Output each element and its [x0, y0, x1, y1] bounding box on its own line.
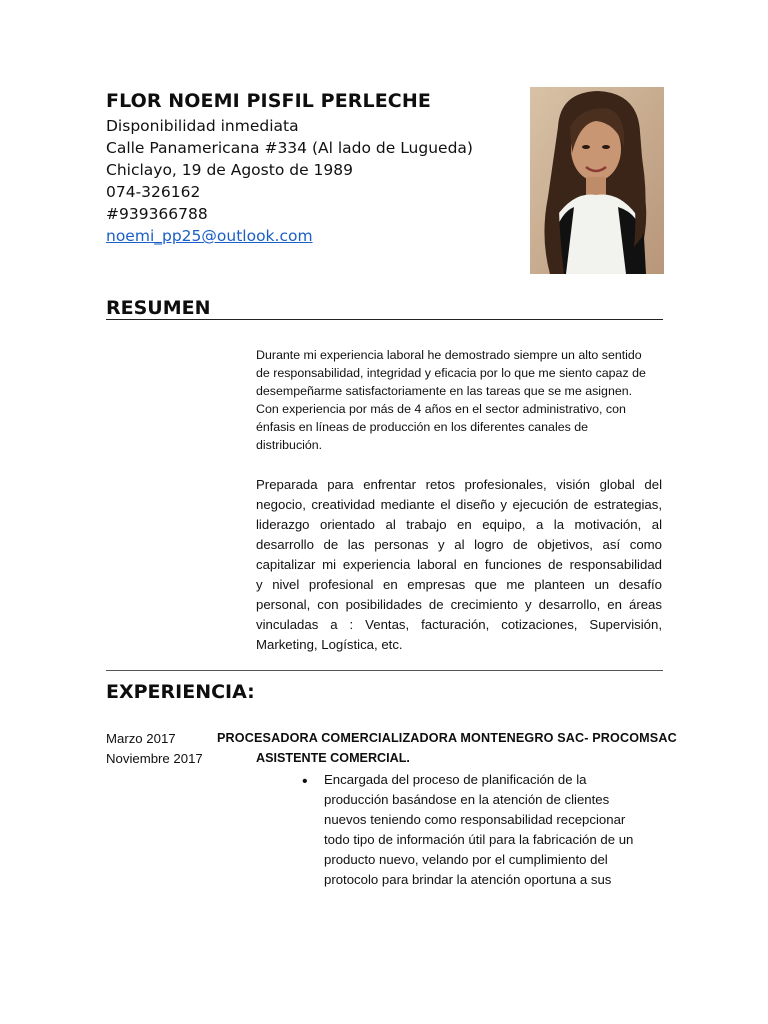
mobile-text: #939366788 [106, 205, 208, 223]
text-line: Marketing, Logística, etc. [256, 637, 403, 652]
text-line: nuevos teniendo como responsabilidad recepcionar [324, 812, 626, 827]
text-line: producto nuevo, velando por el cumplimiento del [324, 852, 608, 867]
text-line: protocolo para brindar la atención oportuna a sus [324, 872, 612, 887]
bullet-dot-icon: • [302, 773, 308, 790]
job-company: PROCESADORA COMERCIALIZADORA MONTENEGRO SAC- PROCOMSAC [217, 731, 677, 745]
text-line: todo tipo de información útil para la fabricación de un [324, 832, 634, 847]
text-line: personal, con posibilidades de crecimiento y desarrollo, en áreas [256, 597, 662, 612]
job-bullet [324, 770, 664, 890]
address-text: Calle Panamericana #334 (Al lado de Lugueda) [106, 139, 473, 157]
profile-photo [530, 87, 664, 274]
text-line: capitalizar mi experiencia laboral en funciones de responsabilidad [256, 557, 662, 572]
text-line: énfasis en líneas de producción en los diferentes canales de [256, 420, 589, 434]
experiencia-heading: EXPERIENCIA: [106, 681, 255, 703]
text-line: vinculadas a : Ventas, facturación, cotizaciones, Supervisión, [256, 617, 662, 632]
text-line: y nivel profesional en empresas que me planteen un desafío [256, 577, 662, 592]
availability-text: Disponibilidad inmediata [106, 117, 299, 135]
job-role: ASISTENTE COMERCIAL. [256, 751, 410, 765]
email-link[interactable]: noemi_pp25@outlook.com [106, 227, 313, 245]
text-line: distribución. [256, 438, 323, 452]
job-end-date: Noviembre 2017 [106, 751, 203, 766]
resumen-divider [106, 319, 663, 320]
candidate-name: FLOR NOEMI PISFIL PERLECHE [106, 90, 431, 112]
text-line: producción basándose en la atención de clientes [324, 792, 610, 807]
text-line: Encargada del proceso de planificación de la [324, 772, 587, 787]
text-line: Durante mi experiencia laboral he demostrado siempre un alto sentido [256, 348, 642, 362]
text-line: liderazgo orientado al trabajo en equipo, a la motivación, al [256, 517, 662, 532]
resumen-paragraph-2 [256, 475, 662, 655]
profile-photo-illustration [530, 87, 664, 274]
text-line: Preparada para enfrentar retos profesionales, visión global del [256, 477, 662, 492]
birth-text: Chiclayo, 19 de Agosto de 1989 [106, 161, 353, 179]
section-divider [106, 670, 663, 671]
job-start-date: Marzo 2017 [106, 731, 176, 746]
resumen-heading: RESUMEN [106, 297, 211, 319]
phone-text: 074-326162 [106, 183, 201, 201]
text-line: de responsabilidad, integridad y eficacia por lo que me siento capaz de [256, 366, 646, 380]
text-line: Con experiencia por más de 4 años en el sector administrativo, con [256, 402, 626, 416]
resumen-paragraph-1 [256, 346, 666, 454]
text-line: desarrollo de las personas y al logro de objetivos, así como [256, 537, 662, 552]
text-line: desempeñarme satisfactoriamente en las tareas que se me asignen. [256, 384, 633, 398]
text-line: negocio, creatividad mediante el diseño y ejecución de estrategias, [256, 497, 662, 512]
